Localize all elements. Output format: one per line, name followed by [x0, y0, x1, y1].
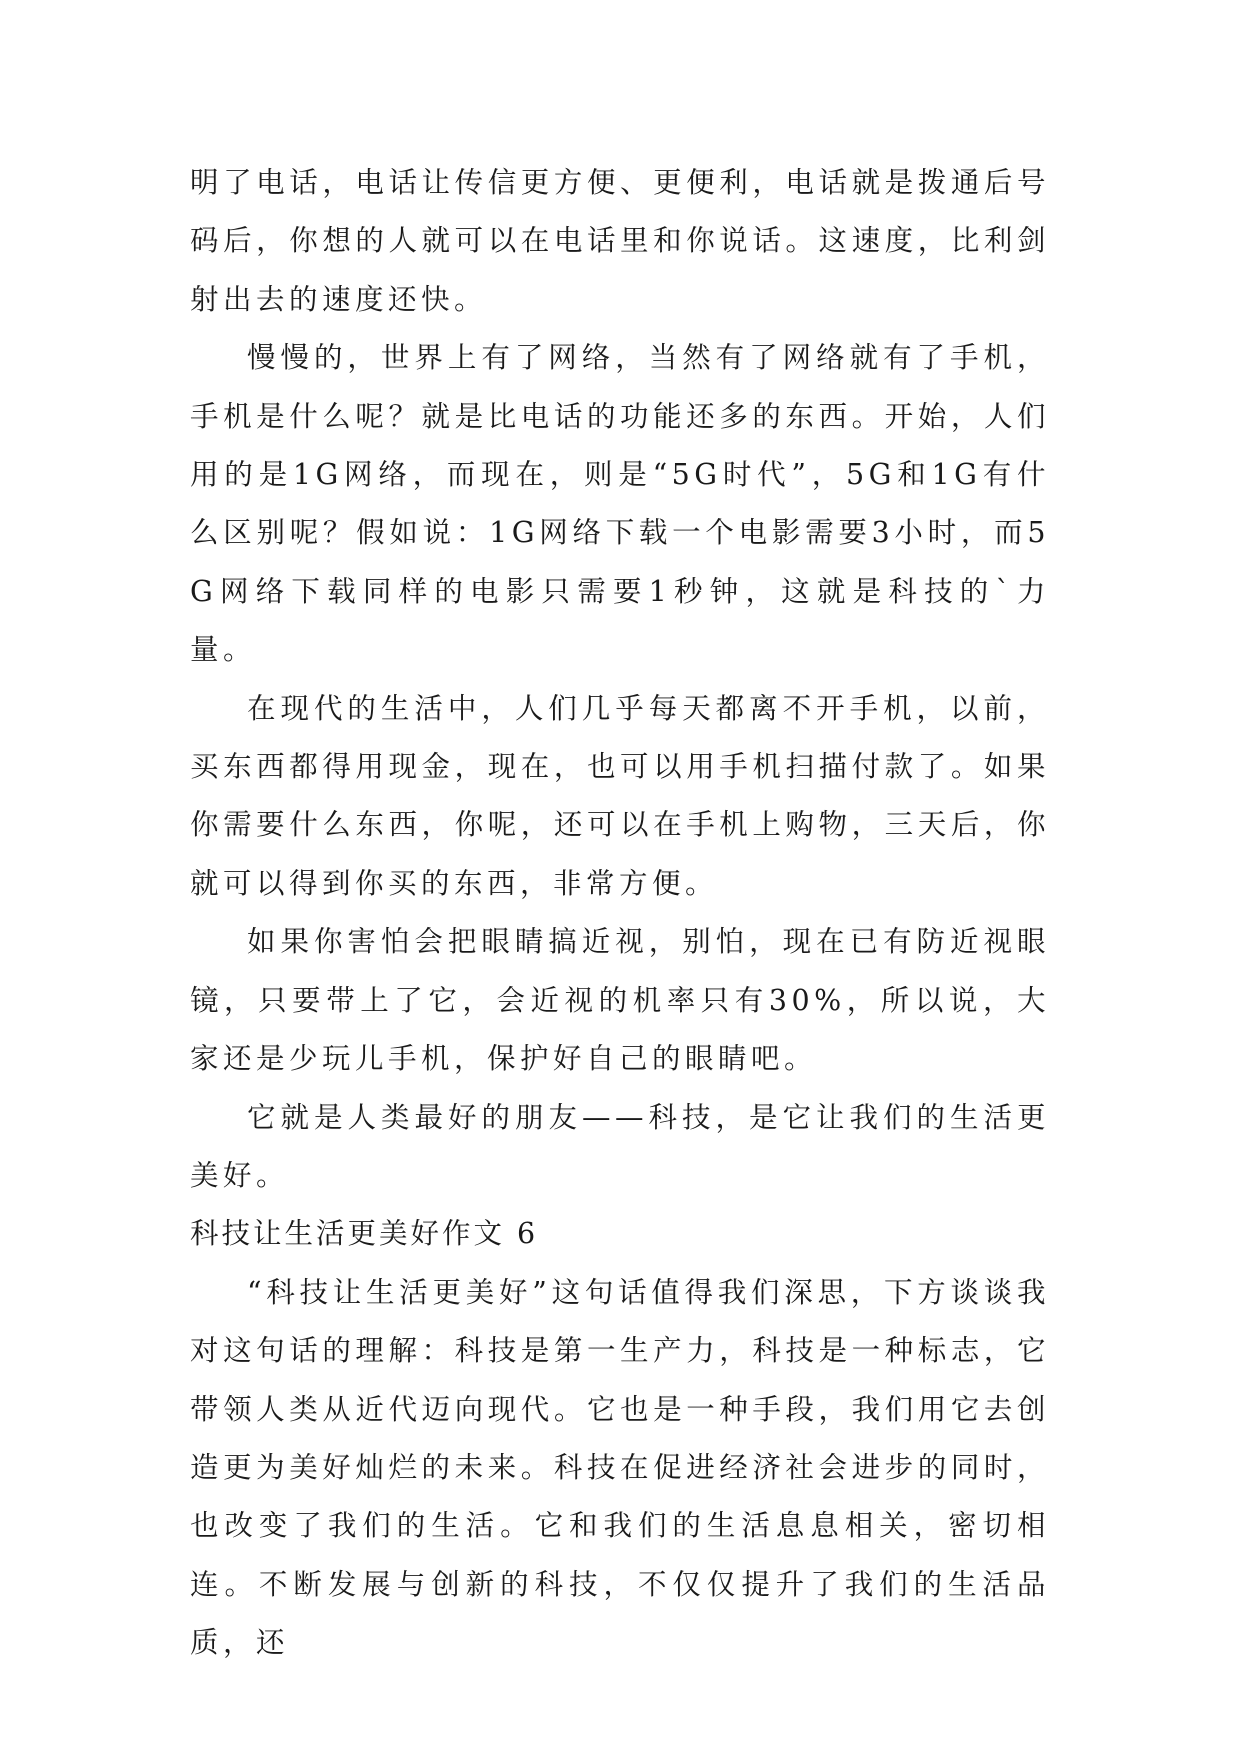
paragraph-network: 慢慢的，世界上有了网络，当然有了网络就有了手机，手机是什么呢？就是比电话的功能还多的东西。开始，人们用的是1G网络，而现在，则是“5G时代”，5G和1G有什么区别呢？假如说：1G网络下载一个电影需要3小时，而5G网络下载同样的电影只需要1秒钟，这就是科技的`力量。	[190, 341, 1050, 667]
paragraph-conclusion: 它就是人类最好的朋友——科技，是它让我们的生活更美好。	[190, 1100, 1050, 1192]
paragraph-modern-life: 在现代的生活中，人们几乎每天都离不开手机，以前，买东西都得用现金，现在，也可以用手机扫描付款了。如果你需要什么东西，你呢，还可以在手机上购物，三天后，你就可以得到你买的东西，非常方便。	[190, 691, 1050, 900]
paragraph-essay-6-intro: “科技让生活更美好”这句话值得我们深思，下方谈谈我对这句话的理解：科技是第一生产力，科技是一种标志，它带领人类从近代迈向现代。它也是一种手段，我们用它去创造更为美好灿烂的未来。科技在促进经济社会进步的同时，也改变了我们的生活。它和我们的生活息息相关，密切相连。不断发展与创新的科技，不仅仅提升了我们的生活品质，还	[190, 1275, 1050, 1660]
section-title: 科技让生活更美好作文 6	[190, 1217, 539, 1251]
paragraph-myopia: 如果你害怕会把眼睛搞近视，别怕，现在已有防近视眼镜，只要带上了它，会近视的机率只有30%，所以说，大家还是少玩儿手机，保护好自己的眼睛吧。	[190, 925, 1050, 1076]
paragraph-telephone: 明了电话，电话让传信更方便、更便利，电话就是拨通后号码后，你想的人就可以在电话里和你说话。这速度，比利剑射出去的速度还快。	[190, 166, 1050, 316]
document-body	[190, 154, 1050, 1673]
